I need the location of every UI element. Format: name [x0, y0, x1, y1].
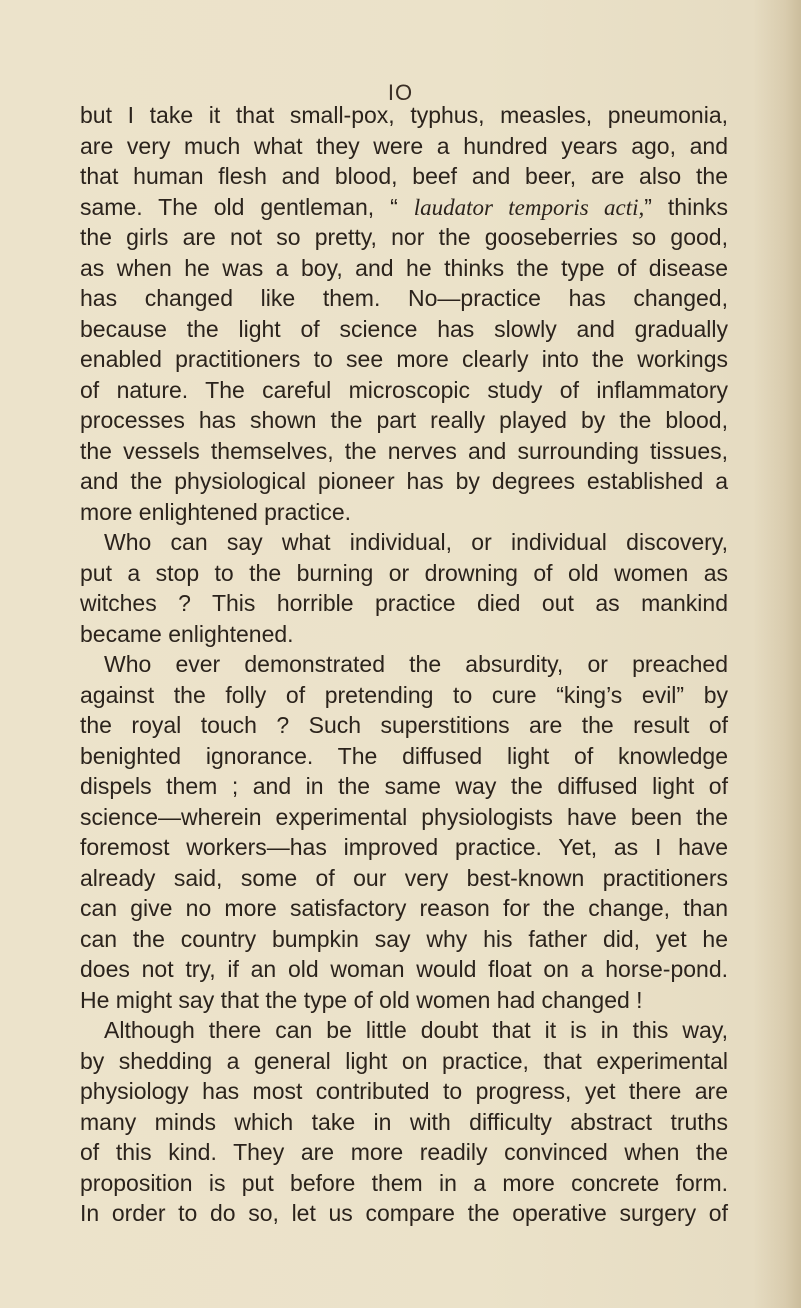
text-line: witches ? This horrible practice died out as mankind — [80, 590, 728, 616]
text-line: can give no more satisfactory reason for the change, than — [80, 895, 728, 921]
text-line-segment: same. The old gentleman, “ — [80, 193, 414, 220]
text-line: foremost workers—has improved practice. Yet, as I have — [80, 834, 728, 860]
text-line: against the folly of pretending to cure “king’s evil” by — [80, 681, 728, 708]
text-line: Who ever demonstrated the absurdity, or preached — [104, 651, 728, 677]
text-line: the royal touch ? Such superstitions are the result of — [80, 712, 728, 738]
text-line: can the country bumpkin say why his father did, yet he — [80, 925, 728, 952]
text-line-segment: ” thinks — [644, 193, 728, 220]
text-line: Although there can be little doubt that it is in this way, — [104, 1017, 728, 1043]
text-line: of nature. The careful microscopic study of inflammatory — [80, 376, 728, 403]
text-line: processes has shown the part really played by the blood, — [80, 407, 728, 433]
text-line: are very much what they were a hundred years ago, and — [80, 132, 728, 159]
text-line: the girls are not so pretty, nor the gooseberries so good, — [80, 224, 728, 250]
text-line: that human flesh and blood, beef and beer, are also the — [80, 163, 728, 189]
text-line: the vessels themselves, the nerves and surrounding tissues, — [80, 437, 728, 464]
body-text — [80, 100, 728, 1229]
text-line: proposition is put before them in a more concrete form. — [80, 1169, 728, 1196]
text-line: because the light of science has slowly and gradually — [80, 315, 728, 342]
text-line: dispels them ; and in the same way the diffused light of — [80, 773, 728, 799]
text-line: by shedding a general light on practice, that experimental — [80, 1047, 728, 1074]
italic-phrase: laudator temporis acti, — [413, 194, 645, 220]
text-line: as when he was a boy, and he thinks the type of disease — [80, 254, 728, 281]
text-line: but I take it that small-pox, typhus, measles, pneumonia, — [80, 102, 728, 128]
text-line — [80, 192, 728, 223]
page-number: IO — [387, 80, 414, 105]
text-line: put a stop to the burning or drowning of old women as — [80, 559, 728, 586]
text-line: of this kind. They are more readily convinced when the — [80, 1139, 728, 1165]
text-line: already said, some of our very best-known practitioners — [80, 864, 728, 891]
text-line: He might say that the type of old women had changed ! — [80, 986, 643, 1013]
text-line: does not try, if an old woman would float on a horse-pond. — [80, 956, 728, 982]
text-line: and the physiological pioneer has by degrees established a — [80, 468, 728, 494]
text-line: Who can say what individual, or individual discovery, — [104, 529, 728, 555]
text-line: enabled practitioners to see more clearly into the workings — [80, 346, 728, 372]
text-line: more enlightened practice. — [80, 498, 352, 525]
text-line: In order to do so, let us compare the operative surgery of — [80, 1200, 728, 1226]
text-line: benighted ignorance. The diffused light of knowledge — [80, 742, 728, 769]
text-line: became enlightened. — [80, 620, 294, 647]
text-line: many minds which take in with difficulty abstract truths — [80, 1108, 728, 1135]
text-line: science—wherein experimental physiologists have been the — [80, 803, 728, 830]
text-line: physiology has most contributed to progress, yet there are — [80, 1078, 728, 1104]
text-line: has changed like them. No—practice has changed, — [80, 285, 728, 311]
